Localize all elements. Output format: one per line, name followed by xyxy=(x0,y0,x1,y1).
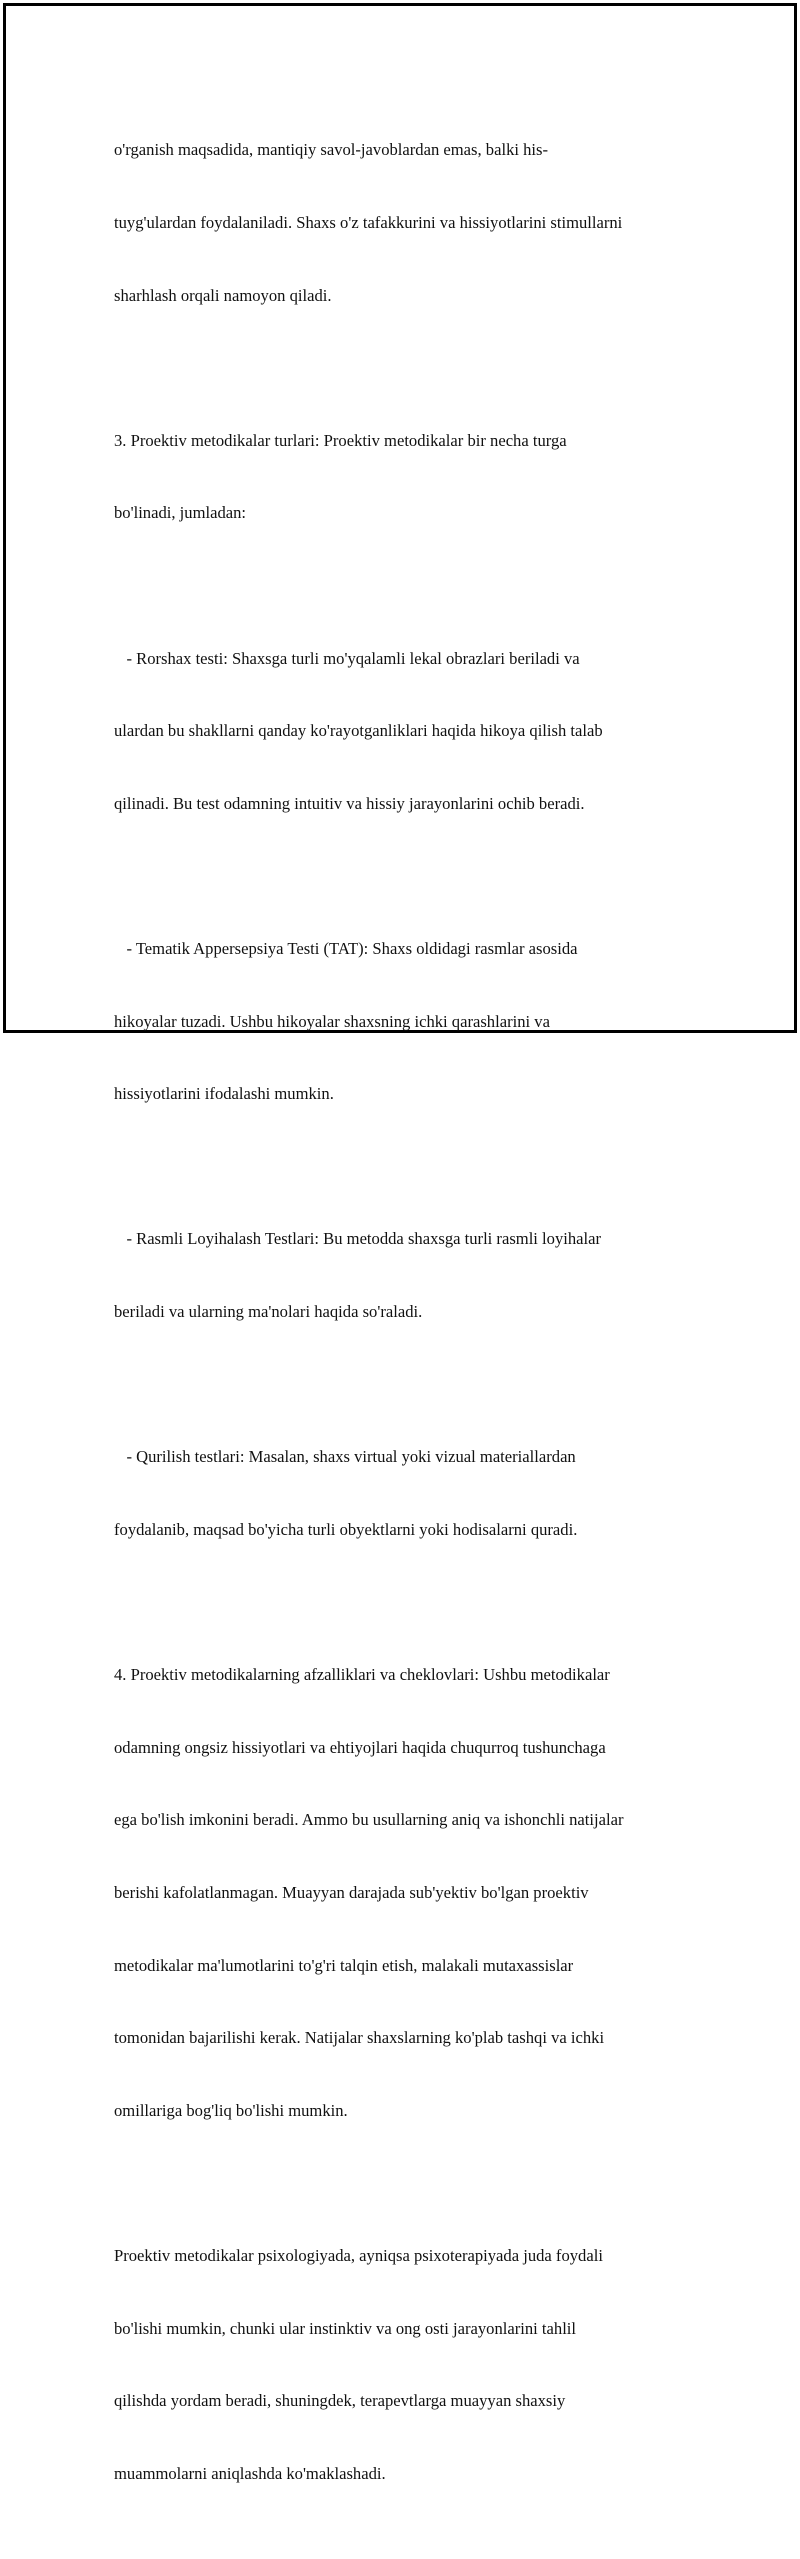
text-line: - Qurilish testlari: Masalan, shaxs virtual yoki vizual materiallardan xyxy=(114,1447,576,1467)
list-item-tat xyxy=(114,889,704,1155)
text-line: metodikalar ma'lumotlarini to'g'ri talqin etish, malakali mutaxassislar xyxy=(114,1955,574,1975)
text-line: sharhlash orqali namoyon qiladi. xyxy=(114,285,332,305)
paragraph-intro-continuation xyxy=(114,90,704,356)
text-line: omillariga bog'liq bo'lishi mumkin. xyxy=(114,2100,348,2120)
text-line: foydalanib, maqsad bo'yicha turli obyektlarni yoki hodisalarni quradi. xyxy=(114,1519,578,1539)
text-line: - Tematik Appersepsiya Testi (TAT): Shaxs oldidagi rasmlar asosida xyxy=(114,939,578,959)
text-line: qilishda yordam beradi, shuningdek, terapevtlarga muayyan shaxsiy xyxy=(114,2391,566,2411)
list-item-rasmli-loyihalash xyxy=(114,1179,704,1373)
text-line: Proektiv metodikalar psixologiyada, ayniqsa psixoterapiyada juda foydali xyxy=(114,2245,603,2265)
text-line: 4. Proektiv metodikalarning afzalliklari va cheklovlari: Ushbu metodikalar xyxy=(114,1665,610,1685)
text-line: berishi kafolatlanmagan. Muayyan darajada sub'yektiv bo'lgan proektiv xyxy=(114,1882,589,1902)
text-line: muammolarni aniqlashda ko'maklashadi. xyxy=(114,2463,386,2483)
text-line: - Rorshax testi: Shaxsga turli mo'yqalamli lekal obrazlari beriladi va xyxy=(114,648,580,668)
paragraph-conclusion xyxy=(114,2196,704,2535)
text-line: bo'lishi mumkin, chunki ular instinktiv va ong osti jarayonlarini tahlil xyxy=(114,2318,577,2338)
paragraph-section-4 xyxy=(114,1615,704,2172)
text-line: tuyg'ulardan foydalaniladi. Shaxs o'z tafakkurini va hissiyotlarini stimullarni xyxy=(114,213,623,233)
text-line: beriladi va ularning ma'nolari haqida so'raladi. xyxy=(114,1302,423,1322)
text-line: odamning ongsiz hissiyotlari va ehtiyojlari haqida chuqurroq tushunchaga xyxy=(114,1737,606,1757)
text-line: o'rganish maqsadida, mantiqiy savol-javoblardan emas, balki his- xyxy=(114,140,549,160)
text-line: hissiyotlarini ifodalashi mumkin. xyxy=(114,1084,334,1104)
text-line: - Rasmli Loyihalash Testlari: Bu metodda shaxsga turli rasmli loyihalar xyxy=(114,1229,602,1249)
list-item-rorshax xyxy=(114,598,704,864)
list-item-qurilish xyxy=(114,1397,704,1591)
text-line: hikoyalar tuzadi. Ushbu hikoyalar shaxsning ichki qarashlarini va xyxy=(114,1011,550,1031)
paragraph-section-3-heading xyxy=(114,380,704,574)
text-line: ulardan bu shakllarni qanday ko'rayotganliklari haqida hikoya qilish talab xyxy=(114,721,603,741)
text-line: 3. Proektiv metodikalar turlari: Proektiv metodikalar bir necha turga xyxy=(114,430,567,450)
text-line: qilinadi. Bu test odamning intuitiv va hissiy jarayonlarini ochib beradi. xyxy=(114,793,585,813)
document-body xyxy=(114,90,704,2559)
text-line: ega bo'lish imkonini beradi. Ammo bu usullarning aniq va ishonchli natijalar xyxy=(114,1810,624,1830)
text-line: tomonidan bajarilishi kerak. Natijalar shaxslarning ko'plab tashqi va ichki xyxy=(114,2028,605,2048)
text-line: bo'linadi, jumladan: xyxy=(114,503,247,523)
